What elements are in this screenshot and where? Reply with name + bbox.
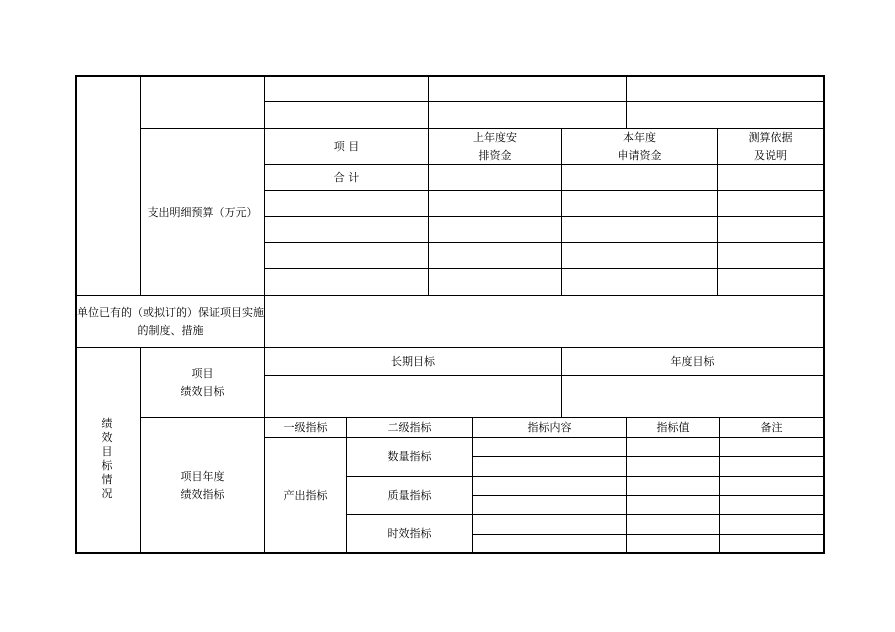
header-item-text: 项 目 — [333, 139, 360, 153]
header-item — [265, 129, 428, 164]
quantity-indicator-text: 数量指标 — [387, 450, 432, 463]
goals-label-line1: 项目 — [191, 366, 214, 380]
header-this-year-line2: 申请资金 — [617, 148, 662, 162]
divider — [264, 101, 824, 102]
timeliness-indicator — [347, 515, 472, 553]
total-label — [265, 165, 428, 190]
header-last-year-line1: 上年度安 — [473, 130, 517, 144]
quality-indicator-text: 质量指标 — [387, 488, 432, 502]
quantity-indicator — [347, 438, 472, 476]
divider — [472, 456, 824, 457]
header-basis — [718, 129, 823, 164]
header-basis-line2: 及说明 — [754, 148, 787, 162]
goals-label — [141, 348, 264, 417]
col-content-text: 指标内容 — [527, 420, 572, 434]
output-indicator-text: 产出指标 — [283, 488, 328, 502]
divider — [626, 417, 627, 553]
divider — [264, 216, 824, 217]
output-indicator — [265, 438, 346, 553]
goals-label-line2: 绩效目标 — [180, 384, 225, 398]
divider — [472, 495, 824, 496]
long-term-goal-text: 长期目标 — [391, 354, 435, 368]
budget-section-label-text: 支出明细预算（万元） — [147, 205, 258, 219]
col-level1-text: 一级指标 — [283, 420, 328, 434]
col-level1 — [265, 418, 346, 437]
guarantee-label-line2: 的制度、措施 — [137, 323, 204, 337]
budget-section-label — [141, 129, 264, 296]
guarantee-label — [77, 296, 264, 347]
col-value — [627, 418, 719, 437]
total-label-text: 合 计 — [333, 170, 360, 184]
col-remark-text: 备注 — [760, 420, 783, 434]
col-level2 — [347, 418, 472, 437]
col-content — [473, 418, 626, 437]
timeliness-indicator-text: 时效指标 — [387, 527, 432, 540]
col-level2-text: 二级指标 — [387, 420, 432, 434]
col-remark — [720, 418, 823, 437]
header-basis-line1: 测算依据 — [748, 130, 793, 144]
divider — [472, 417, 473, 553]
header-this-year — [562, 129, 717, 164]
header-last-year — [429, 129, 561, 164]
border-top — [75, 75, 825, 77]
quality-indicator — [347, 477, 472, 514]
annual-goal-header — [562, 348, 823, 375]
divider — [264, 268, 824, 269]
divider — [264, 295, 265, 348]
indicators-label-line1: 项目年度 — [180, 469, 225, 483]
border-right — [823, 75, 825, 554]
guarantee-label-line1: 单位已有的（或拟订的）保证项目实施 — [77, 305, 264, 319]
indicators-label-line2: 绩效指标 — [180, 487, 225, 501]
indicators-label — [141, 418, 264, 553]
annual-goal-text: 年度目标 — [670, 354, 715, 368]
divider — [472, 534, 824, 535]
col-value-text: 指标值 — [656, 420, 690, 434]
divider — [719, 417, 720, 553]
long-term-goal-header — [265, 348, 561, 375]
divider — [264, 242, 824, 243]
divider — [264, 375, 824, 376]
header-last-year-line2: 排资金 — [478, 148, 512, 162]
divider — [626, 75, 627, 128]
divider — [428, 75, 429, 128]
performance-section-label: 绩效目标情况 — [101, 417, 113, 500]
divider — [264, 190, 824, 191]
header-this-year-line1: 本年度 — [623, 130, 656, 144]
